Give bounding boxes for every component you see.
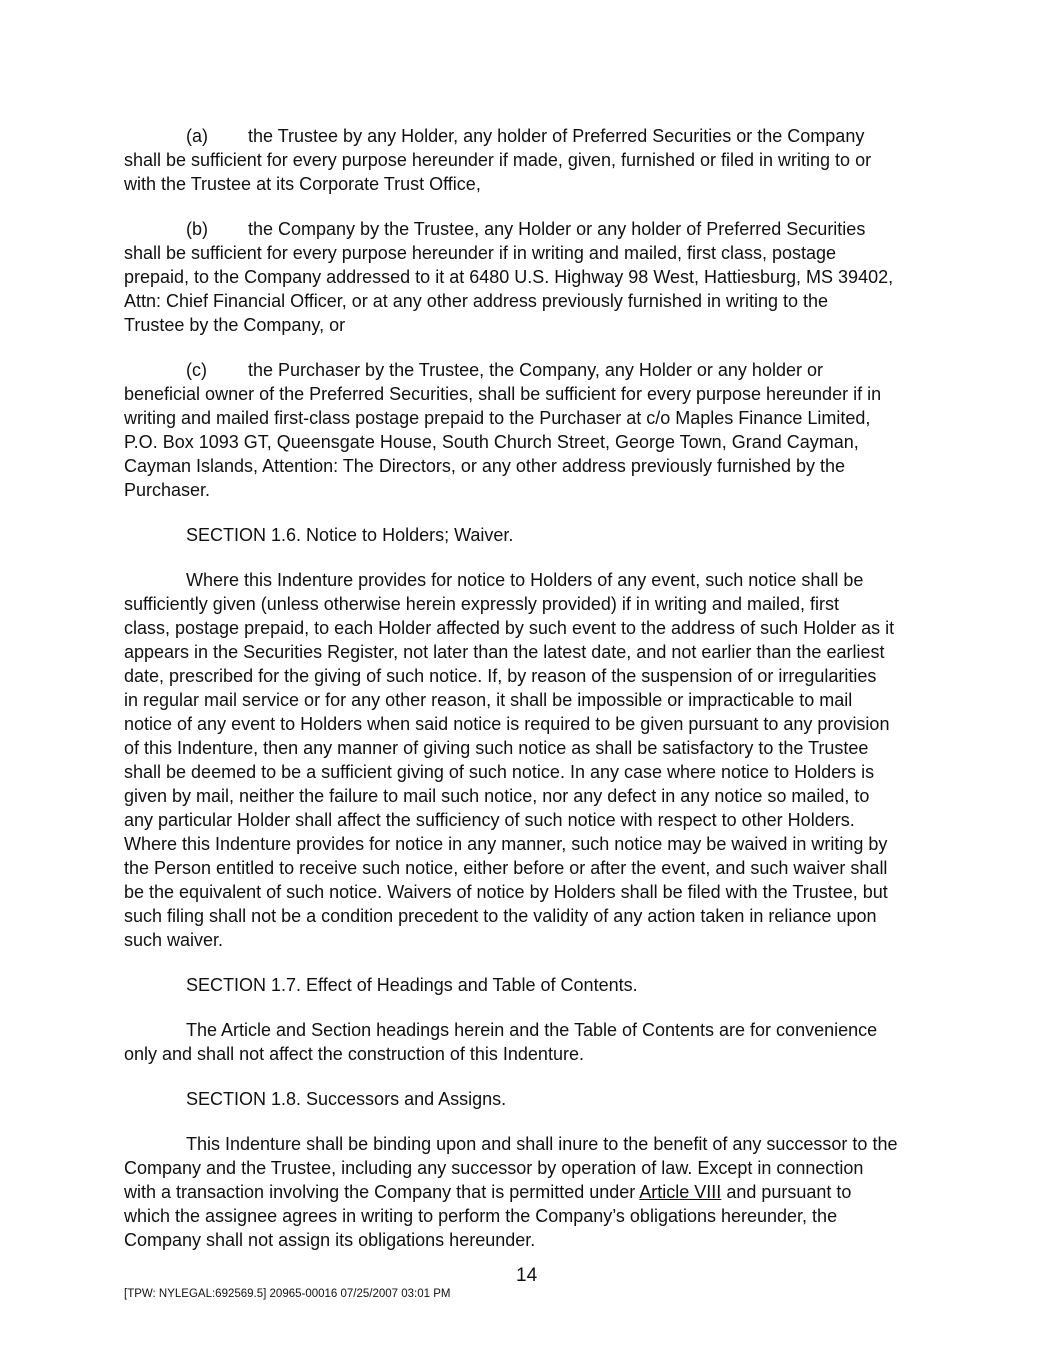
line-text: only and shall not affect the construction of this Indenture. bbox=[124, 1044, 584, 1064]
section-heading bbox=[124, 523, 944, 547]
text-line bbox=[124, 382, 944, 406]
line-text: shall be deemed to be a sufficient giving of such notice. In any case where notice to Holders is bbox=[124, 762, 875, 782]
text-line: which the assignee agrees in writing to perform the Company’s obligations hereunder, the bbox=[124, 1206, 838, 1226]
article-viii-link[interactable]: Article VIII bbox=[639, 1182, 722, 1202]
text-line bbox=[124, 784, 944, 808]
text-segment: and pursuant to bbox=[721, 1182, 852, 1202]
text-line bbox=[124, 928, 944, 952]
text-line bbox=[124, 640, 944, 664]
line-text: Trustee by the Company, or bbox=[124, 315, 346, 335]
text-line: Company and the Trustee, including any successor by operation of law. Except in connection bbox=[124, 1158, 864, 1178]
text-line bbox=[124, 856, 944, 880]
line-text: given by mail, neither the failure to mail such notice, nor any defect in any notice so mailed, to bbox=[124, 786, 870, 806]
text-line bbox=[124, 1042, 944, 1066]
line-text: appears in the Securities Register, not later than the latest date, and not earlier than the earliest bbox=[124, 642, 885, 662]
line-text: SECTION 1.8. Successors and Assigns. bbox=[186, 1089, 507, 1109]
text-line bbox=[124, 904, 944, 928]
text-line bbox=[124, 736, 944, 760]
text-line bbox=[124, 313, 944, 337]
text-line bbox=[124, 358, 944, 382]
text-line bbox=[124, 712, 944, 736]
text-line bbox=[124, 430, 944, 454]
line-text: such waiver. bbox=[124, 930, 224, 950]
line-text: Where this Indenture provides for notice in any manner, such notice may be waived in writing by bbox=[124, 834, 888, 854]
text-line bbox=[124, 172, 944, 196]
line-text: Purchaser. bbox=[124, 480, 211, 500]
text-line bbox=[124, 265, 944, 289]
page-number: 14 bbox=[516, 1265, 538, 1286]
paragraph bbox=[124, 568, 944, 952]
document-body bbox=[124, 124, 944, 1273]
line-text: prepaid, to the Company addressed to it at 6480 U.S. Highway 98 West, Hattiesburg, MS 39402, bbox=[124, 267, 894, 287]
text-line bbox=[124, 454, 944, 478]
text-segment: with a transaction involving the Company that is permitted under bbox=[124, 1182, 640, 1202]
text-line bbox=[124, 832, 944, 856]
line-text: writing and mailed first-class postage prepaid to the Purchaser at c/o Maples Finance Limited, bbox=[124, 408, 871, 428]
line-text: SECTION 1.7. Effect of Headings and Table of Contents. bbox=[186, 975, 638, 995]
text-line bbox=[124, 688, 944, 712]
line-text: class, postage prepaid, to each Holder affected by such event to the address of such Holder as it bbox=[124, 618, 895, 638]
text-line bbox=[124, 478, 944, 502]
line-text: such filing shall not be a condition precedent to the validity of any action taken in reliance upon bbox=[124, 906, 877, 926]
clause-label: (c) bbox=[186, 360, 207, 380]
document-footer: [TPW: NYLEGAL:692569.5] 20965-00016 07/25/2007 03:01 PM bbox=[124, 1288, 451, 1300]
text-line bbox=[124, 148, 944, 172]
line-text: in regular mail service or for any other reason, it shall be impossible or impracticable to mail bbox=[124, 690, 853, 710]
text-line bbox=[124, 760, 944, 784]
text-line bbox=[124, 124, 944, 148]
clause-label: (b) bbox=[186, 219, 208, 239]
text-line bbox=[124, 808, 944, 832]
line-text: be the equivalent of such notice. Waivers of notice by Holders shall be filed with the Trustee, but bbox=[124, 882, 888, 902]
text-line: This Indenture shall be binding upon and shall inure to the benefit of any successor to the bbox=[186, 1134, 898, 1154]
line-text: beneficial owner of the Preferred Securities, shall be sufficient for every purpose hereunder if in bbox=[124, 384, 882, 404]
line-text: sufficiently given (unless otherwise herein expressly provided) if in writing and mailed, first bbox=[124, 594, 839, 614]
paragraph bbox=[124, 124, 944, 196]
clause-label: (a) bbox=[186, 126, 208, 146]
text-line bbox=[124, 217, 944, 241]
text-line bbox=[124, 406, 944, 430]
text-line bbox=[124, 241, 944, 265]
line-text: notice of any event to Holders when said notice is required to be given pursuant to any provision bbox=[124, 714, 890, 734]
text-line bbox=[124, 1180, 944, 1204]
text-line bbox=[124, 880, 944, 904]
text-line bbox=[124, 616, 944, 640]
paragraph bbox=[124, 1018, 944, 1066]
text-line bbox=[124, 592, 944, 616]
paragraph bbox=[124, 217, 944, 337]
section-heading bbox=[124, 1087, 944, 1111]
line-text: P.O. Box 1093 GT, Queensgate House, South Church Street, George Town, Grand Cayman, bbox=[124, 432, 859, 452]
line-text: shall be sufficient for every purpose hereunder if in writing and mailed, first class, postage bbox=[124, 243, 837, 263]
line-text: SECTION 1.6. Notice to Holders; Waiver. bbox=[186, 525, 514, 545]
line-text: of this Indenture, then any manner of giving such notice as shall be satisfactory to the Trustee bbox=[124, 738, 869, 758]
line-text: date, prescribed for the giving of such notice. If, by reason of the suspension of or irregularities bbox=[124, 666, 877, 686]
paragraph-section-1-8 bbox=[124, 1132, 944, 1252]
line-text: the Person entitled to receive such notice, either before or after the event, and such waiver shall bbox=[124, 858, 888, 878]
section-heading bbox=[124, 973, 944, 997]
line-text: Attn: Chief Financial Officer, or at any other address previously furnished in writing to the bbox=[124, 291, 829, 311]
paragraph bbox=[124, 358, 944, 502]
line-text: the Trustee by any Holder, any holder of Preferred Securities or the Company bbox=[248, 126, 865, 146]
text-line: Company shall not assign its obligations hereunder. bbox=[124, 1230, 536, 1250]
line-text: the Company by the Trustee, any Holder or any holder of Preferred Securities bbox=[248, 219, 866, 239]
line-text: with the Trustee at its Corporate Trust Office, bbox=[124, 174, 481, 194]
line-text: Where this Indenture provides for notice to Holders of any event, such notice shall be bbox=[186, 570, 864, 590]
text-line bbox=[124, 1018, 944, 1042]
text-line bbox=[124, 523, 944, 547]
text-line bbox=[124, 1087, 944, 1111]
line-text: any particular Holder shall affect the sufficiency of such notice with respect to other Holders. bbox=[124, 810, 855, 830]
text-line bbox=[124, 664, 944, 688]
line-text: The Article and Section headings herein and the Table of Contents are for convenience bbox=[186, 1020, 878, 1040]
text-line bbox=[124, 973, 944, 997]
text-line bbox=[124, 568, 944, 592]
line-text: Cayman Islands, Attention: The Directors, or any other address previously furnished by the bbox=[124, 456, 846, 476]
line-text: the Purchaser by the Trustee, the Company, any Holder or any holder or bbox=[248, 360, 823, 380]
text-line bbox=[124, 289, 944, 313]
line-text: shall be sufficient for every purpose hereunder if made, given, furnished or filed in writing to or bbox=[124, 150, 872, 170]
